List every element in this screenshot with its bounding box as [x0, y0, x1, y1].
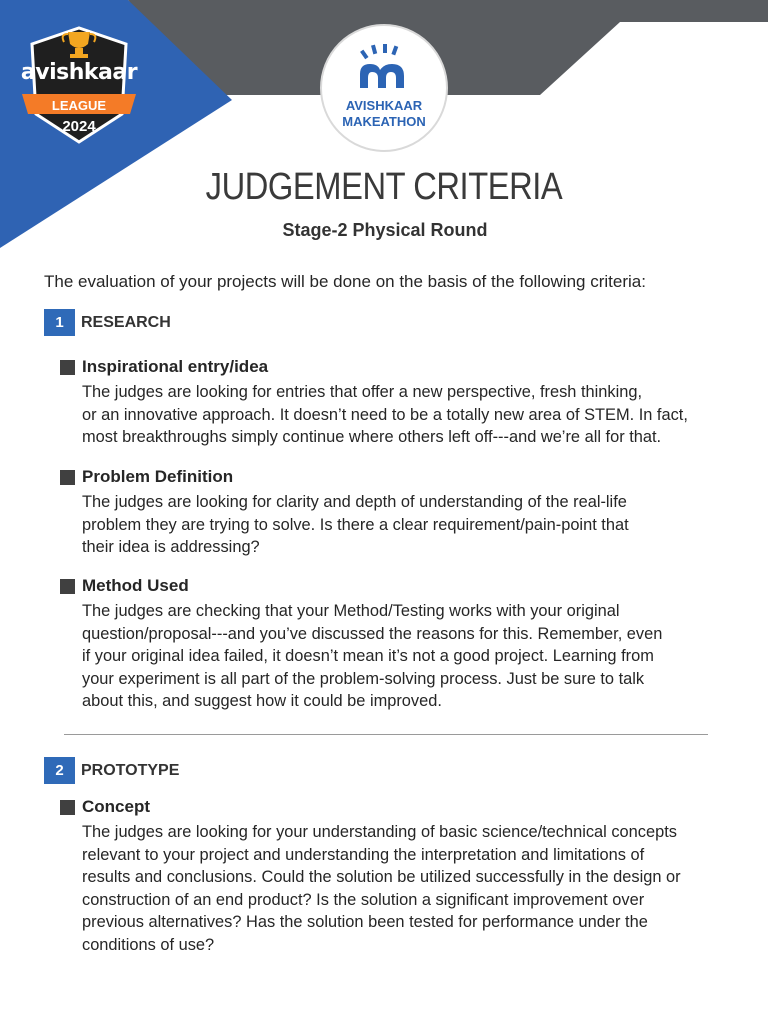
description-line: your experiment is all part of the problem-solving process. Just be sure to talk: [82, 669, 645, 688]
square-bullet-icon: [60, 360, 75, 375]
badge-league: LEAGUE: [51, 98, 107, 113]
description-line: if your original idea failed, it doesn’t mean it’s not a good project. Learning from: [82, 647, 654, 666]
description-line: question/proposal---and you’ve discussed the reasons for this. Remember, even: [82, 624, 663, 643]
makeathon-logo: [320, 24, 448, 152]
section-research-heading: [44, 309, 171, 336]
criterion-description: [82, 600, 754, 713]
criterion-method-used: [60, 576, 760, 713]
criterion-description: [82, 381, 754, 449]
description-line: conditions of use?: [82, 935, 215, 954]
logo-line-2: MAKEATHON: [342, 114, 426, 129]
criterion-title: Concept: [82, 797, 150, 816]
criterion-concept: [60, 797, 760, 957]
square-bullet-icon: [60, 800, 75, 815]
badge-year: 2024: [62, 118, 96, 135]
description-line: about this, and suggest how it could be improved.: [82, 692, 442, 711]
description-line: problem they are trying to solve. Is there a clear requirement/pain-point that: [82, 515, 629, 534]
description-line: The judges are checking that your Method/Testing works with your original: [82, 602, 620, 620]
description-line: construction of an end product? Is the solution a significant improvement over: [82, 890, 645, 909]
criterion-inspirational-entry: [60, 357, 760, 449]
section-label: RESEARCH: [81, 313, 171, 331]
logo-line-1: AVISHKAAR: [345, 98, 423, 113]
description-line: or an innovative approach. It doesn’t need to be a totally new area of STEM. In fact,: [82, 405, 688, 424]
criterion-description: [82, 821, 754, 957]
square-bullet-icon: [60, 579, 75, 594]
description-line: The judges are looking for entries that offer a new perspective, fresh thinking,: [82, 383, 643, 401]
section-prototype-heading: [44, 757, 179, 784]
criterion-title: Inspirational entry/idea: [82, 357, 269, 376]
criterion-problem-definition: [60, 467, 760, 559]
square-bullet-icon: [60, 470, 75, 485]
avishkaar-league-badge: [12, 18, 146, 150]
section-number-badge: 1: [44, 309, 75, 336]
section-divider: [64, 734, 708, 735]
criterion-title: Problem Definition: [82, 467, 234, 486]
makeathon-logo-mark: [322, 26, 446, 150]
description-line: their idea is addressing?: [82, 538, 260, 557]
criterion-title: Method Used: [82, 576, 189, 595]
intro-text: The evaluation of your projects will be done on the basis of the following criteria:: [44, 272, 646, 291]
description-line: The judges are looking for your understanding of basic science/technical concepts: [82, 823, 677, 841]
description-line: relevant to your project and understanding the interpretation and limitations of: [82, 845, 645, 864]
header-dark-band: [128, 0, 768, 95]
page-subtitle: Stage-2 Physical Round: [282, 220, 488, 240]
badge-brand: avishkaar: [20, 60, 138, 85]
page-title: JUDGEMENT CRITERIA: [205, 166, 563, 208]
section-number-badge: 2: [44, 757, 75, 784]
section-label: PROTOTYPE: [81, 761, 180, 779]
description-line: previous alternatives? Has the solution been tested for performance under the: [82, 913, 648, 932]
criterion-description: [82, 491, 754, 559]
description-line: The judges are looking for clarity and depth of understanding of the real-life: [82, 493, 627, 511]
description-line: results and conclusions. Could the solution be utilized successfully in the design or: [82, 868, 681, 887]
description-line: most breakthroughs simply continue where others left off---and we’re all for that.: [82, 428, 662, 447]
